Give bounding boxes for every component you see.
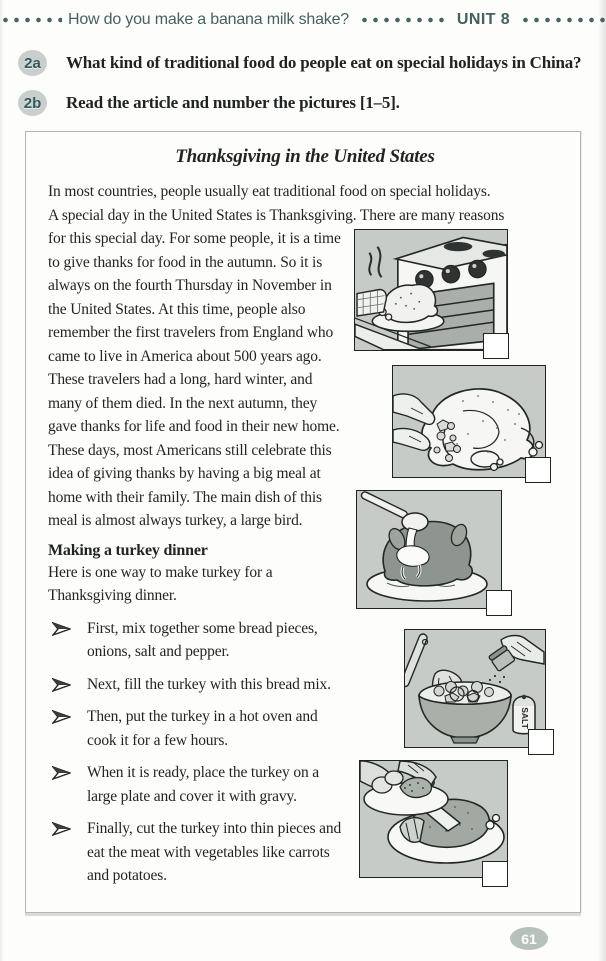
article-intro-line-2: A special day in the United States is Thanksgiving. There are many reasons xyxy=(48,206,505,224)
salt-shaker-label: SALT xyxy=(519,707,530,729)
answer-box-1[interactable] xyxy=(483,333,509,359)
task-badge-2b: 2b xyxy=(18,90,47,116)
recipe-step xyxy=(48,705,346,752)
article-box xyxy=(25,131,581,913)
article-intro-line-1: In most countries, people usually eat traditional food on special holidays. xyxy=(48,183,491,200)
recipe-step-text: First, mix together some bread pieces, onions, salt and pepper. xyxy=(87,619,318,660)
page-edge-shade-left xyxy=(0,0,4,961)
unit-label: UNIT 8 xyxy=(456,11,510,28)
answer-box-3[interactable] xyxy=(486,590,512,616)
picture-mixing-bowl xyxy=(404,629,546,748)
dotted-leader xyxy=(359,17,447,23)
task-prompt-2a: What kind of traditional food do people eat on special holidays in China? xyxy=(66,53,582,72)
arrowhead-bullet-icon xyxy=(52,678,71,692)
dotted-leader xyxy=(520,17,606,23)
task-prompt-2b: Read the article and number the pictures [1–5]. xyxy=(66,93,400,112)
page-header xyxy=(0,8,606,32)
dotted-leader xyxy=(0,17,62,23)
picture-turkey-in-oven xyxy=(354,229,508,351)
gravy-on-turkey-illustration xyxy=(357,491,501,608)
answer-box-2[interactable] xyxy=(525,457,551,483)
picture-gravy-on-turkey xyxy=(356,490,502,609)
article-title: Thanksgiving in the United States xyxy=(175,146,435,167)
vegetable-plate-illustration xyxy=(360,761,452,819)
recipe-step xyxy=(48,761,346,808)
figures-column xyxy=(352,229,548,908)
recipe-step-text: Finally, cut the turkey into thin pieces and eat the meat with vegetables like carrots and potatoes. xyxy=(87,820,342,884)
task-2b xyxy=(18,90,592,116)
stuffing-turkey-illustration xyxy=(393,366,545,477)
task-badge-2a: 2a xyxy=(18,50,47,76)
task-2a xyxy=(18,50,592,76)
turkey-in-oven-illustration xyxy=(355,230,507,350)
picture-stuffing-turkey xyxy=(392,365,546,478)
article-subheading: Making a turkey dinner xyxy=(48,541,208,559)
article-body: for this special day. For some people, it is a time to give thanks for food in the autumn. So it is always on the fourth Thursday in November in the United States. At this time, people also remember the first travelers from England who came to live in America about 500 years ago. These travelers had a long, hard winter, and many of them died. In the next autumn, they gave thanks for life and food in their new home. These days, most Americans still celebrate this idea of giving thanks by having a big meal at home with their family. The main dish of this meal is almost always turkey, a large bird. xyxy=(48,230,341,529)
recipe-step-text: Then, put the turkey in a hot oven and cook it for a few hours. xyxy=(87,708,318,749)
arrowhead-bullet-icon xyxy=(52,766,71,780)
mixing-bowl-illustration xyxy=(405,630,545,747)
recipe-step-text: When it is ready, place the turkey on a large plate and cover it with gravy. xyxy=(87,764,320,805)
recipe-step xyxy=(48,617,346,664)
answer-box-5[interactable] xyxy=(482,861,508,887)
lesson-title: How do you make a banana milk shake? xyxy=(68,11,349,28)
answer-box-4[interactable] xyxy=(528,729,554,755)
arrowhead-bullet-icon xyxy=(52,622,71,636)
recipe-step-text: Next, fill the turkey with this bread mix. xyxy=(87,675,331,693)
recipe-step xyxy=(48,817,346,888)
picture-carving-turkey xyxy=(359,760,508,878)
page-number-badge: 61 xyxy=(510,927,548,950)
page-edge-shade-right xyxy=(598,0,606,961)
recipe-step xyxy=(48,673,346,697)
arrowhead-bullet-icon xyxy=(52,822,71,836)
article-subintro: Here is one way to make turkey for a Thanksgiving dinner. xyxy=(48,563,273,604)
arrowhead-bullet-icon xyxy=(52,710,71,724)
